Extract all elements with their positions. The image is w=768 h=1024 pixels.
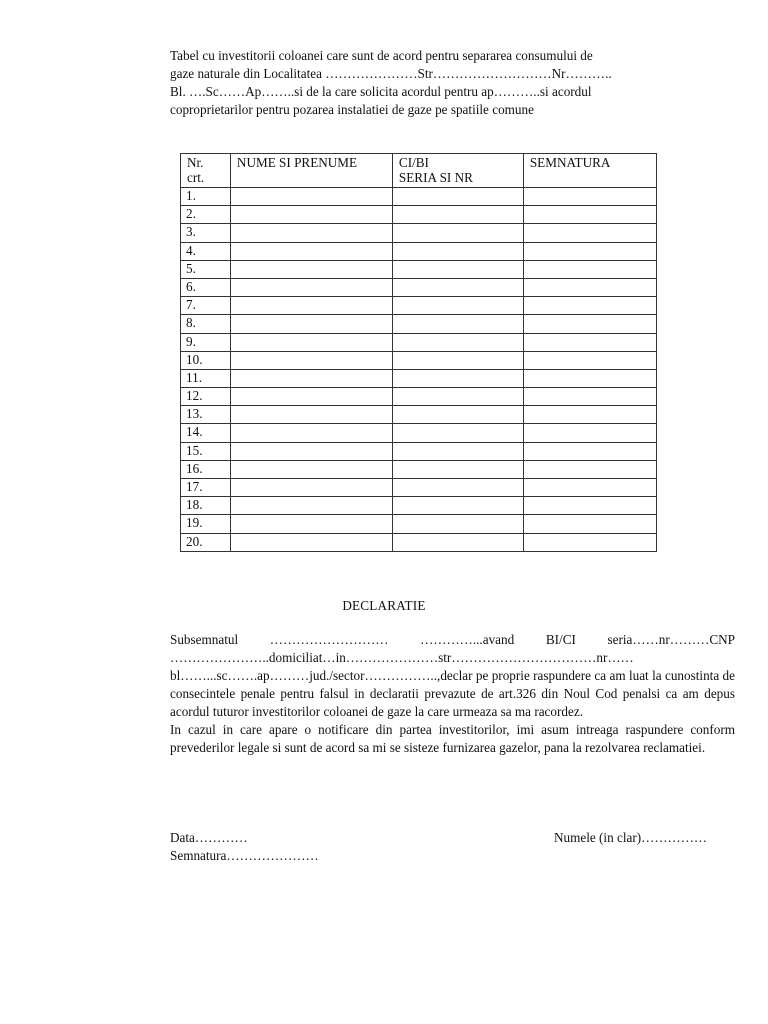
ci-cell[interactable]: [392, 260, 523, 278]
intro-line-2: gaze naturale din Localitatea …………………Str………………………Nr………..: [170, 66, 612, 81]
signature-cell[interactable]: [523, 515, 656, 533]
name-field: Numele (in clar)……………: [554, 830, 708, 845]
ci-cell[interactable]: [392, 242, 523, 260]
signature-cell[interactable]: [523, 406, 656, 424]
ci-cell[interactable]: [392, 388, 523, 406]
intro-line-1: Tabel cu investitorii coloanei care sunt de acord pentru separarea consumului de: [170, 48, 593, 63]
ci-cell[interactable]: [392, 479, 523, 497]
name-cell[interactable]: [230, 388, 392, 406]
ci-cell[interactable]: [392, 315, 523, 333]
signature-cell[interactable]: [523, 242, 656, 260]
name-cell[interactable]: [230, 460, 392, 478]
ci-cell[interactable]: [392, 460, 523, 478]
table-row: [181, 442, 657, 460]
header-nr-line2: crt.: [187, 170, 205, 185]
name-cell[interactable]: [230, 297, 392, 315]
row-number: 4.: [181, 242, 231, 260]
ci-cell[interactable]: [392, 333, 523, 351]
table-row: [181, 515, 657, 533]
intro-line-4: coproprietarilor pentru pozarea instalatiei de gaze pe spatiile comune: [170, 102, 534, 117]
name-cell[interactable]: [230, 533, 392, 551]
ci-cell[interactable]: [392, 188, 523, 206]
ci-cell[interactable]: [392, 297, 523, 315]
signature-cell[interactable]: [523, 424, 656, 442]
signature-cell[interactable]: [523, 497, 656, 515]
row-number: 3.: [181, 224, 231, 242]
row-number: 19.: [181, 515, 231, 533]
header-ci-line1: CI/BI: [398, 155, 429, 170]
name-cell[interactable]: [230, 224, 392, 242]
row-number: 5.: [181, 260, 231, 278]
signature-cell[interactable]: [523, 460, 656, 478]
ci-cell[interactable]: [392, 351, 523, 369]
table-row: [181, 533, 657, 551]
table-row: [181, 260, 657, 278]
table-row: [181, 406, 657, 424]
row-number: 13.: [181, 406, 231, 424]
table-row: [181, 479, 657, 497]
name-cell[interactable]: [230, 242, 392, 260]
signature-cell[interactable]: [523, 278, 656, 296]
header-ci-line2: SERIA SI NR: [398, 170, 473, 185]
row-number: 11.: [181, 369, 231, 387]
declaration-paragraph-2: In cazul in care apare o notificare din partea investitorilor, imi asum intreaga raspundere conform prevederilor legale si sunt de acord sa mi se sisteze furnizarea gazelor, pana la rezolvarea reclamatiei.: [170, 722, 735, 755]
table-row: [181, 188, 657, 206]
table-row: [181, 278, 657, 296]
table-row: [181, 351, 657, 369]
header-nr-line1: Nr.: [187, 155, 204, 170]
table-row: [181, 388, 657, 406]
ci-cell[interactable]: [392, 424, 523, 442]
name-cell[interactable]: [230, 369, 392, 387]
table-row: [181, 333, 657, 351]
row-number: 17.: [181, 479, 231, 497]
table-row: [181, 224, 657, 242]
name-cell[interactable]: [230, 497, 392, 515]
signature-cell[interactable]: [523, 442, 656, 460]
name-cell[interactable]: [230, 442, 392, 460]
row-number: 16.: [181, 460, 231, 478]
name-cell[interactable]: [230, 479, 392, 497]
table-row: [181, 206, 657, 224]
declaration-paragraph-1: Subsemnatul ……………………… …………...avand BI/CI seria……nr………CNP …………………..domiciliat…in…………………str……………………………nr…… bl……...sc…….ap………jud./sector……………..,declar pe proprie raspundere ca am luat la cunostinta de consecintele penale pentru falsul in declaratii prevazute de art.326 din Noul Cod penalsi ca am depus acordul tuturor investitorilor coloanei de gaze la care urmeaza sa ma racordez.: [170, 632, 735, 719]
signature-cell[interactable]: [523, 369, 656, 387]
signature-cell[interactable]: [523, 206, 656, 224]
ci-cell[interactable]: [392, 278, 523, 296]
row-number: 12.: [181, 388, 231, 406]
name-cell[interactable]: [230, 260, 392, 278]
intro-line-3: Bl. ….Sc……Ap……..si de la care solicita acordul pentru ap………..si acordul: [170, 84, 592, 99]
date-field: Data…………: [170, 830, 248, 845]
signature-cell[interactable]: [523, 315, 656, 333]
name-cell[interactable]: [230, 515, 392, 533]
signature-footer: [170, 829, 735, 865]
signature-cell[interactable]: [523, 224, 656, 242]
ci-cell[interactable]: [392, 206, 523, 224]
header-ci-bi: [392, 154, 523, 188]
row-number: 10.: [181, 351, 231, 369]
row-number: 8.: [181, 315, 231, 333]
ci-cell[interactable]: [392, 515, 523, 533]
declaration-title: DECLARATIE: [342, 598, 426, 613]
name-cell[interactable]: [230, 406, 392, 424]
row-number: 14.: [181, 424, 231, 442]
ci-cell[interactable]: [392, 497, 523, 515]
header-nr-crt: [181, 154, 231, 188]
ci-cell[interactable]: [392, 224, 523, 242]
signature-field: Semnatura…………………: [170, 848, 319, 863]
row-number: 1.: [181, 188, 231, 206]
signature-cell[interactable]: [523, 388, 656, 406]
row-number: 6.: [181, 278, 231, 296]
name-cell[interactable]: [230, 333, 392, 351]
signature-cell[interactable]: [523, 260, 656, 278]
name-cell[interactable]: [230, 278, 392, 296]
ci-cell[interactable]: [392, 369, 523, 387]
name-cell[interactable]: [230, 424, 392, 442]
signature-cell[interactable]: [523, 333, 656, 351]
declaration-text: [170, 631, 735, 757]
ci-cell[interactable]: [392, 533, 523, 551]
signature-cell[interactable]: [523, 351, 656, 369]
row-number: 18.: [181, 497, 231, 515]
intro-text: [170, 47, 710, 119]
name-cell[interactable]: [230, 351, 392, 369]
name-cell[interactable]: [230, 206, 392, 224]
signature-cell[interactable]: [523, 188, 656, 206]
signature-cell[interactable]: [523, 533, 656, 551]
table-row: [181, 315, 657, 333]
table-row: [181, 497, 657, 515]
table-body: [181, 188, 657, 552]
row-number: 15.: [181, 442, 231, 460]
table-row: [181, 369, 657, 387]
table-row: [181, 424, 657, 442]
ci-cell[interactable]: [392, 442, 523, 460]
row-number: 7.: [181, 297, 231, 315]
signature-cell[interactable]: [523, 297, 656, 315]
name-cell[interactable]: [230, 188, 392, 206]
header-name: NUME SI PRENUME: [230, 154, 392, 188]
name-cell[interactable]: [230, 315, 392, 333]
ci-cell[interactable]: [392, 406, 523, 424]
table-row: [181, 297, 657, 315]
investors-table: [180, 153, 657, 552]
row-number: 20.: [181, 533, 231, 551]
table-row: [181, 242, 657, 260]
row-number: 9.: [181, 333, 231, 351]
header-signature: SEMNATURA: [523, 154, 656, 188]
row-number: 2.: [181, 206, 231, 224]
signature-cell[interactable]: [523, 479, 656, 497]
table-row: [181, 460, 657, 478]
table-header-row: [181, 154, 657, 188]
